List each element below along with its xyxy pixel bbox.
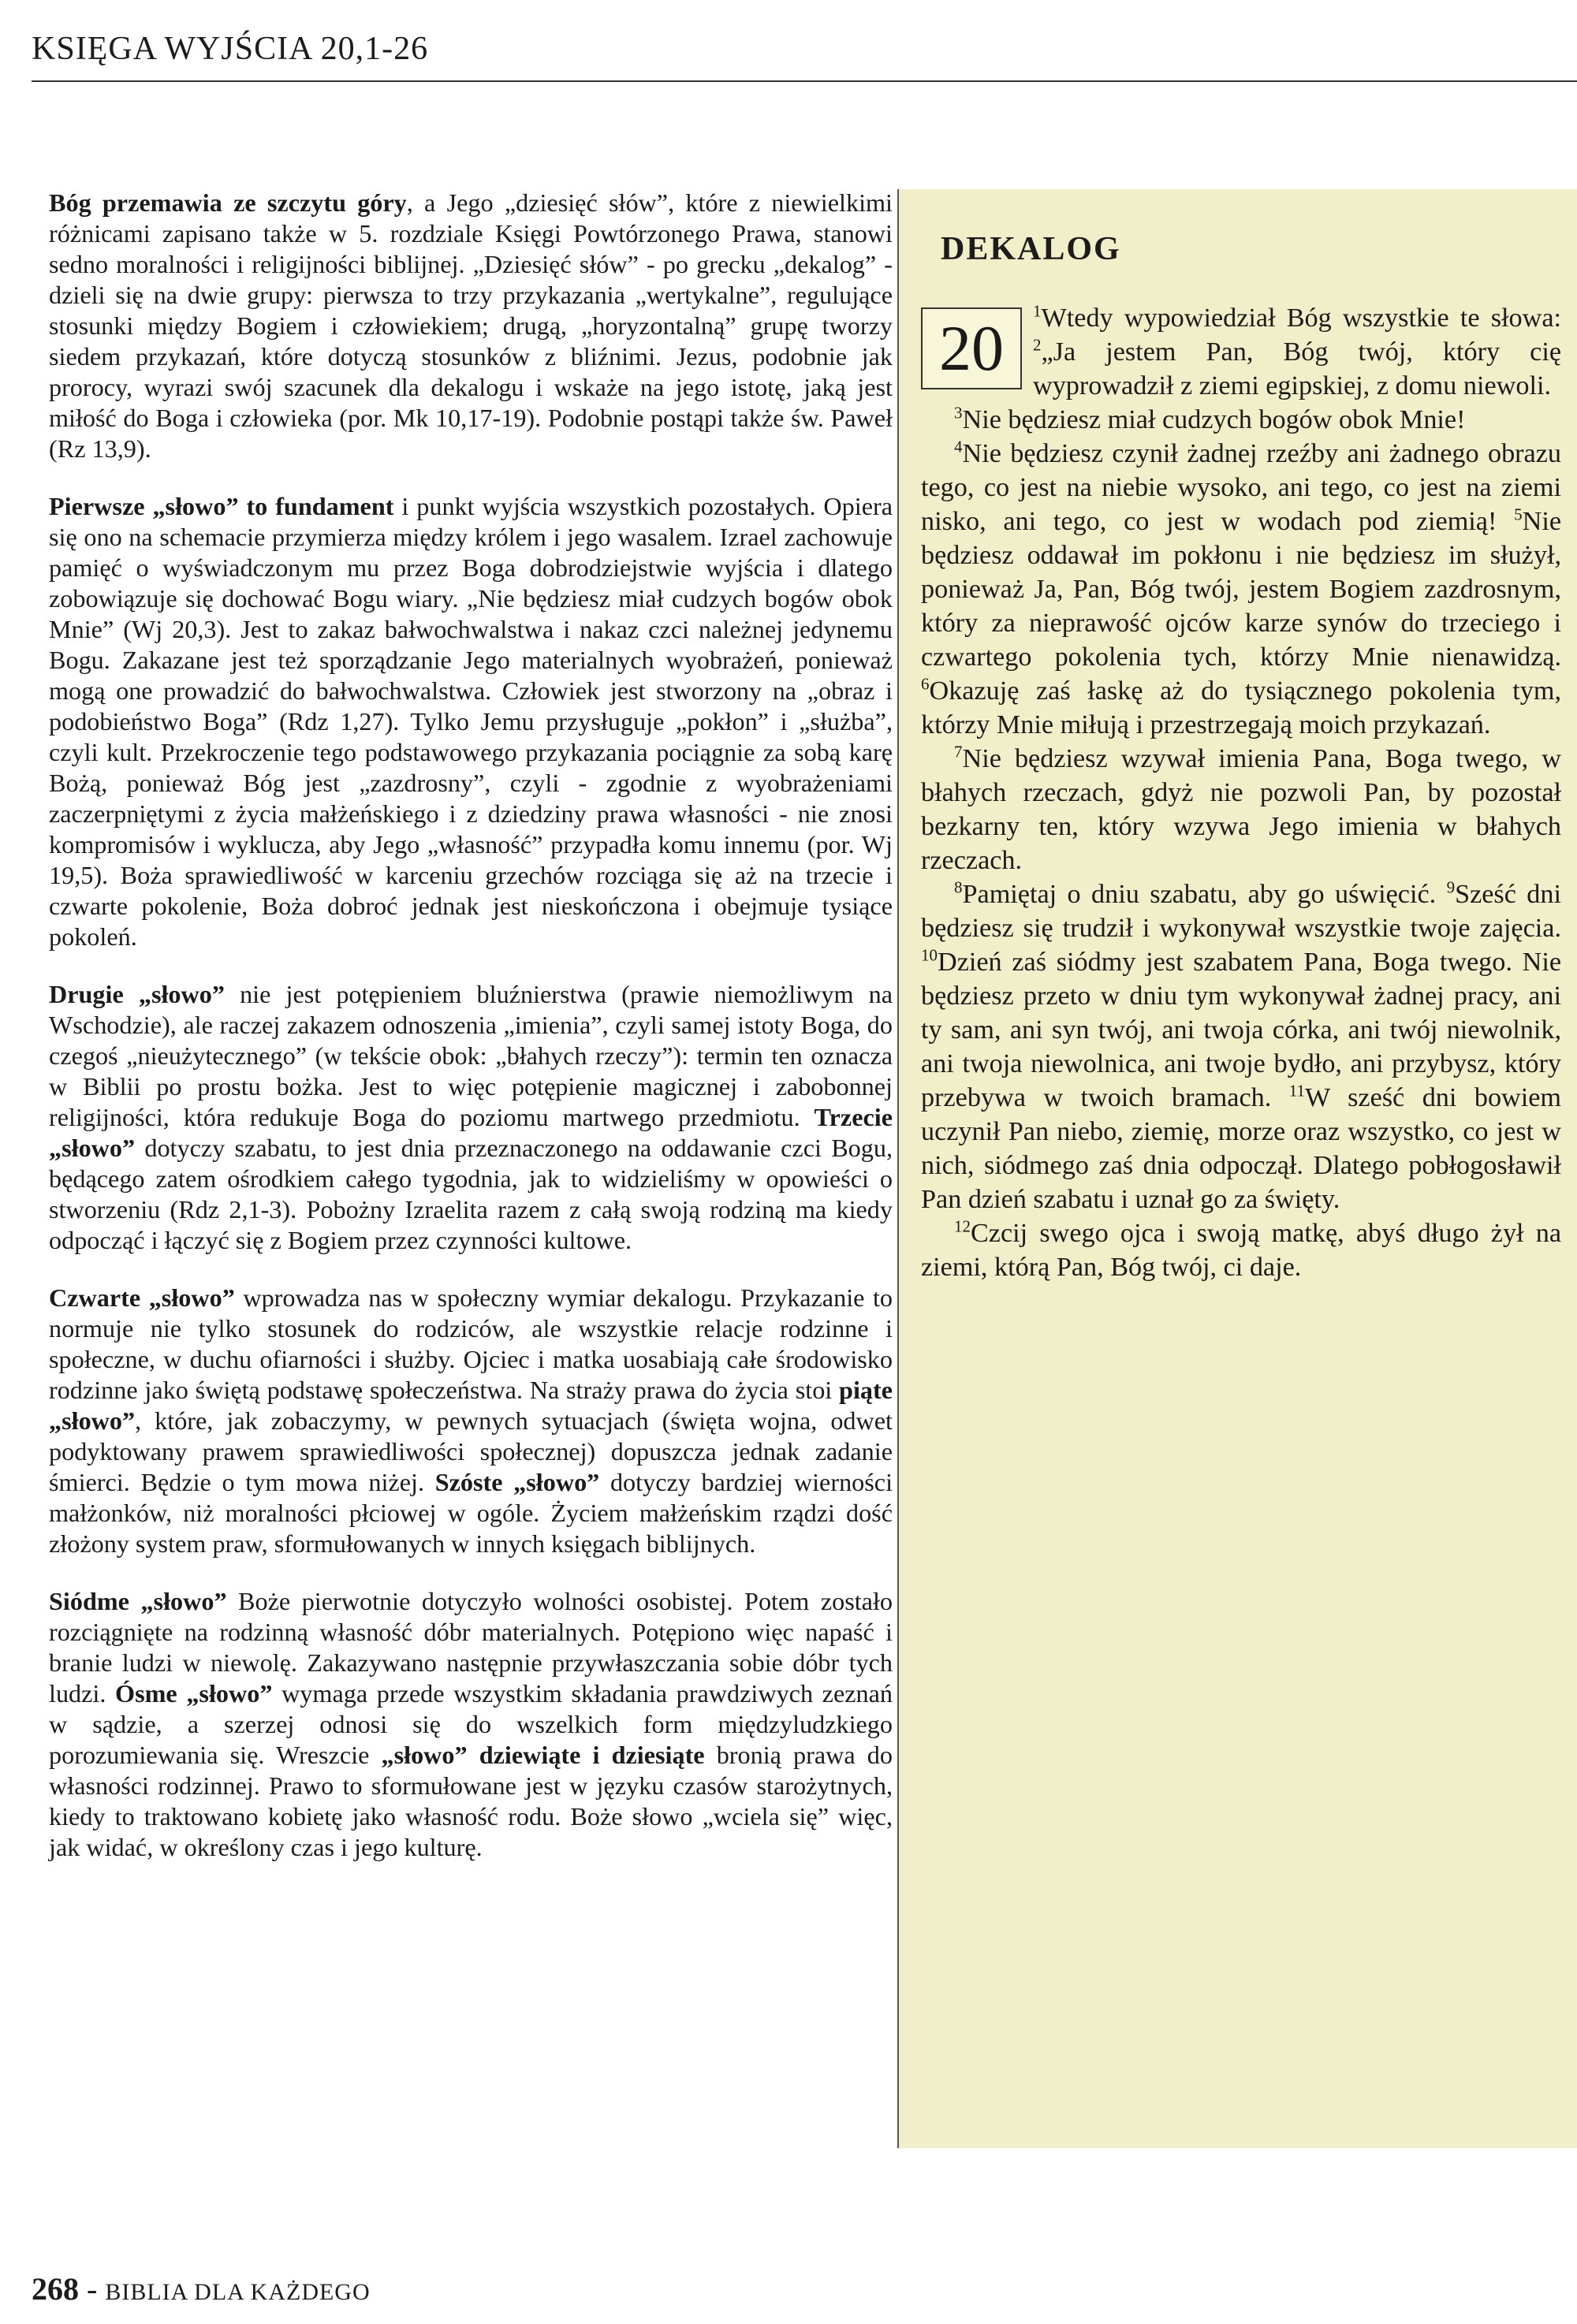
verse-text: Nie będziesz oddawał im pokłonu i nie będziesz im służył, ponieważ Ja, Pan, Bóg twój, jestem Bogiem zazdrosnym, który za nieprawość ojców karze synów do trzeciego i czwartego pokolenia tych, którzy Mnie nienawidzą.: [921, 507, 1561, 672]
verse-paragraph: [921, 1216, 1561, 1284]
verse-paragraph: [921, 403, 1561, 437]
footer-separator: -: [87, 2271, 98, 2307]
verse-text: „Ja jestem Pan, Bóg twój, który cię wyprowadził z ziemi egipskiej, z domu niewoli.: [1033, 337, 1561, 400]
verse-number: 9: [1446, 877, 1456, 897]
verse-number: 12: [954, 1216, 971, 1236]
verse-text: Okazuję zaś łaskę aż do tysiącznego pokolenia tym, którzy Mnie miłują i przestrzegają moich przykazań.: [921, 676, 1561, 739]
verse-number: 3: [954, 403, 963, 423]
running-head: KSIĘGA WYJŚCIA 20,1-26: [32, 31, 429, 67]
commentary-paragraph: [49, 979, 893, 1256]
paragraph-lead: Pierwsze „słowo” to fundament: [49, 492, 394, 520]
dekalog-sidebar: [897, 189, 1577, 2148]
book-title: BIBLIA DLA KAŻDEGO: [105, 2279, 371, 2305]
paragraph-lead: piąte „słowo”: [49, 1376, 893, 1435]
paragraph-text: bronią prawa do własności rodzinnej. Prawo to sformułowane jest w języku czasów starożytnych, kiedy to traktowano kobietę jako własność rodu. Boże słowo „wciela się” więc, jak widać, w określony czas i jego kulturę.: [49, 1741, 893, 1861]
scripture-text: [921, 301, 1561, 1284]
sidebar-title: DEKALOG: [941, 231, 1121, 267]
verse-number: 10: [921, 945, 938, 965]
paragraph-lead: „słowo” dziewiąte i dziesiąte: [381, 1741, 705, 1769]
verse-number: 6: [921, 674, 930, 694]
verse-text: Nie będziesz wzywał imienia Pana, Boga twego, w błahych rzeczach, gdyż nie pozwoli Pan, by pozostał bezkarny ten, który wzywa Jego imienia w błahych rzeczach.: [921, 744, 1561, 875]
verse-text: Sześć dni będziesz się trudził i wykonywał wszystkie twoje zajęcia.: [921, 880, 1561, 943]
commentary-column: [49, 188, 893, 1890]
paragraph-lead: Trzecie „słowo”: [49, 1103, 893, 1162]
verse-number: 11: [1288, 1081, 1305, 1101]
chapter-number-box: 20: [921, 307, 1022, 389]
verse-text: Nie będziesz miał cudzych bogów obok Mnie!: [962, 405, 1466, 434]
verse-text: Dzień zaś siódmy jest szabatem Pana, Boga twego. Nie będziesz przeto w dniu tym wykonywał żadnej pracy, ani ty sam, ani syn twój, ani twoja córka, ani twój niewolnik, ani twoja niewolnica, ani twoje bydło, ani przybysz, który przebywa w twoich bramach.: [921, 948, 1561, 1112]
verse-paragraph: [921, 437, 1561, 742]
verse-text: Nie będziesz czynił żadnej rzeźby ani żadnego obrazu tego, co jest na niebie wysoko, ani tego, co jest na ziemi nisko, ani tego, co jest w wodach pod ziemią!: [921, 439, 1561, 536]
verse-paragraph: [921, 301, 1561, 403]
paragraph-lead: Ósme „słowo”: [115, 1679, 273, 1708]
paragraph-text: wymaga przede wszystkim składania prawdziwych zeznań w sądzie, a szerzej odnosi się do wszelkich form międzyludzkiego porozumiewania się. Wreszcie: [49, 1679, 893, 1769]
paragraph-lead: Szóste „słowo”: [434, 1468, 600, 1496]
paragraph-text: i punkt wyjścia wszystkich pozostałych. Opiera się ono na schemacie przymierza między królem i jego wasalem. Izrael zachowuje pamięć o wyświadczonym mu przez Boga dobrodziejstwie wyjścia i dlatego zobowiązuje się dochować Bogu wiary. „Nie będziesz miał cudzych bogów obok Mnie” (Wj 20,3). Jest to zakaz bałwochwalstwa i nakaz czci należnej jedynemu Bogu. Zakazane jest też sporządzanie Jego materialnych wyobrażeń, ponieważ mogą one prowadzić do bałwochwalstwa. Człowiek jest stworzony na „obraz i podobieństwo Boga” (Rdz 1,27). Tylko Jemu przysługuje „pokłon” i „służba”, czyli kult. Przekroczenie tego podstawowego przykazania pociągnie za sobą karę Bożą, ponieważ Bóg jest „zazdrosny”, czyli - zgodnie z wyobrażeniami zaczerpniętymi z życia małżeńskiego i z dziedziny prawa własności - nie znosi kompromisów i wyklucza, aby Jego „własność” przypadła komu innemu (por. Wj 19,5). Boża sprawiedliwość w karceniu grzechów rozciąga się aż na trzecie i czwarte pokolenie, Boża dobroć jednak jest nieskończona i obejmuje tysiące pokoleń.: [49, 492, 893, 951]
verse-text: Czcij swego ojca i swoją matkę, abyś długo żył na ziemi, którą Pan, Bóg twój, ci daje.: [921, 1219, 1561, 1282]
paragraph-text: , a Jego „dziesięć słów”, które z niewielkimi różnicami zapisano także w 5. rozdziale Księgi Powtórzonego Prawa, stanowi sedno moralności i religijności biblijnej. „Dziesięć słów” - po grecku „dekalog” - dzieli się na dwie grupy: pierwsza to trzy przykazania „wertykalne”, regulujące stosunki między Bogiem i człowiekiem; drugą, „horyzontalną” grupę tworzy siedem przykazań, które dotyczą stosunków z bliźnimi. Jezus, podobnie jak prorocy, wyrazi swój szacunek dla dekalogu i wskaże na jego istotę, jaką jest miłość do Boga i człowieka (por. Mk 10,17-19). Podobnie postąpi także św. Paweł (Rz 13,9).: [49, 188, 893, 463]
verse-text: Pamiętaj o dniu szabatu, aby go uświęcić.: [962, 880, 1447, 909]
commentary-paragraph: [49, 188, 893, 464]
paragraph-text: , które, jak zobaczymy, w pewnych sytuacjach (święta wojna, odwet podyktowany prawem sprawiedliwości społecznej) dopuszcza jednak zadanie śmierci. Będzie o tym mowa niżej.: [49, 1406, 893, 1496]
paragraph-lead: Bóg przemawia ze szczytu góry: [49, 188, 407, 217]
commentary-paragraph: [49, 1586, 893, 1863]
header-rule: [32, 80, 1577, 82]
paragraph-lead: Drugie „słowo”: [49, 980, 225, 1008]
verse-number: 5: [1514, 505, 1523, 524]
paragraph-text: dotyczy szabatu, to jest dnia przeznaczonego na oddawanie czci Bogu, będącego zatem ośrodkiem całego tygodnia, jak to widzieliśmy w opowieści o stworzeniu (Rdz 2,1-3). Pobożny Izraelita razem z całą swoją rodziną ma kiedy odpocząć i łączyć się z Bogiem przez czynności kultowe.: [49, 1134, 893, 1254]
verse-paragraph: [921, 742, 1561, 877]
verse-text: Wtedy wypowiedział Bóg wszystkie te słowa:: [1041, 304, 1561, 333]
verse-number: 7: [954, 742, 963, 762]
paragraph-text: Boże pierwotnie dotyczyło wolności osobistej. Potem zostało rozciągnięte na rodzinną własność dóbr materialnych. Potępiono więc napaść i branie ludzi w niewolę. Zakazywano następnie przywłaszczania sobie dóbr tych ludzi.: [49, 1587, 893, 1708]
verse-number: 8: [954, 877, 963, 897]
paragraph-text: wprowadza nas w społeczny wymiar dekalogu. Przykazanie to normuje nie tylko stosunek do rodziców, ale wszystkie relacje rodzinne i społeczne, w duchu ofiarności i służby. Ojciec i matka uosabiają całe środowisko rodzinne jako świętą podstawę społeczeństwa. Na straży prawa do życia stoi: [49, 1283, 893, 1404]
commentary-paragraph: [49, 1283, 893, 1559]
verse-text: W sześć dni bowiem uczynił Pan niebo, ziemię, morze oraz wszystko, co jest w nich, siódmego zaś dnia odpoczął. Dlatego pobłogosławił Pan dzień szabatu i uznał go za święty.: [921, 1083, 1561, 1214]
paragraph-text: nie jest potępieniem bluźnierstwa (prawie niemożliwym na Wschodzie), ale raczej zakazem odnoszenia „imienia”, czyli samej istoty Boga, do czegoś „nieużytecznego” (w tekście obok: „błahych rzeczy”): termin ten oznacza w Biblii po prostu bożka. Jest to więc potępienie magicznej i zabobonnej religijności, która redukuje Boga do poziomu martwego przedmiotu.: [49, 980, 893, 1131]
page-number: 268: [32, 2271, 79, 2307]
verse-number: 2: [1033, 335, 1042, 355]
verse-number: 1: [1033, 301, 1042, 321]
page-footer: [32, 2270, 371, 2307]
paragraph-text: dotyczy bardziej wierności małżonków, niż moralności płciowej w ogóle. Życiem małżeńskim rządzi dość złożony system praw, sformułowanych w innych księgach biblijnych.: [49, 1468, 893, 1558]
verse-paragraph: [921, 877, 1561, 1216]
verse-number: 4: [954, 437, 963, 456]
paragraph-lead: Siódme „słowo”: [49, 1587, 227, 1615]
paragraph-lead: Czwarte „słowo”: [49, 1283, 235, 1312]
commentary-paragraph: [49, 491, 893, 952]
